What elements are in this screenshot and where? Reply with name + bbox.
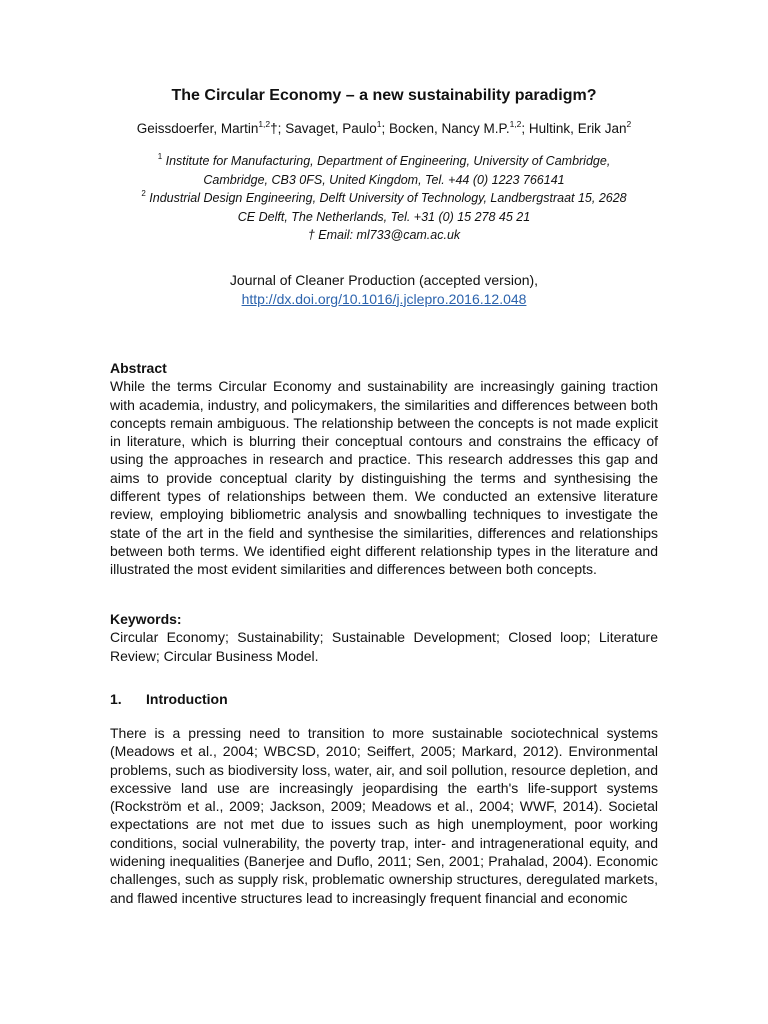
abstract-text: While the terms Circular Economy and sustainability are increasingly gaining traction with academia, industry, and policymakers, the similarities and differences between both concepts remain ambiguous. The relationship between the concepts is not made explicit in literature, which is blurring their conceptual contours and constrains the efficacy of using the approaches in research and practice. This research addresses this gap and aims to provide conceptual clarity by distinguishing the terms and synthesising the different types of relationships between them. We conducted an extensive literature review, employing bibliometric analysis and snowballing techniques to investigate the state of the art in the field and synthesise the similarities, differences and relationships between both terms. We identified eight different relationship types in the literature and illustrated the most evident similarities and differences between both concepts. [110, 378, 658, 578]
affiliation-number: 1 [157, 152, 163, 161]
author-separator: ; [521, 121, 529, 136]
section-number: 1. [110, 691, 122, 707]
journal-line: Journal of Cleaner Production (accepted version), [229, 272, 539, 288]
affiliation-text: CE Delft, The Netherlands, Tel. +31 (0) 15 278 45 21 [237, 209, 531, 224]
author-list [0, 120, 768, 138]
author-affiliation-sup: 1,2 [509, 119, 522, 129]
keywords-heading: Keywords: [110, 611, 182, 627]
author-affiliation-sup: 1,2 [258, 119, 271, 129]
affiliation-number: 2 [141, 189, 146, 198]
journal-info [0, 271, 768, 308]
author-name: Hultink, Erik Jan [528, 121, 627, 136]
doi-link[interactable]: http://dx.doi.org/10.1016/j.jclepro.2016.12.048 [241, 290, 527, 307]
keywords-text: Circular Economy; Sustainability; Sustainable Development; Closed loop; Literature Review; Circular Business Model. [110, 629, 658, 664]
author-name: Geissdoerfer, Martin [136, 121, 259, 136]
corresponding-author-mark: † [270, 121, 278, 136]
abstract-section [110, 359, 658, 579]
keywords-section [110, 610, 658, 665]
paper-title: The Circular Economy – a new sustainability paradigm? [171, 87, 597, 104]
author-affiliation-sup: 1 [376, 119, 382, 129]
abstract-heading: Abstract [110, 360, 167, 376]
author-name: Bocken, Nancy M.P. [389, 121, 510, 136]
affiliation-text: Cambridge, CB3 0FS, United Kingdom, Tel. +44 (0) 1223 766141 [203, 172, 565, 187]
affiliation-1 [100, 152, 668, 189]
author-name: Savaget, Paulo [285, 121, 377, 136]
author-separator: ; [381, 121, 390, 136]
affiliation-2 [100, 189, 668, 226]
introduction-heading [110, 690, 658, 708]
author-separator: ; [277, 121, 286, 136]
affiliation-text: Institute for Manufacturing, Department of Engineering, University of Cambridge, [162, 154, 611, 168]
introduction-text: There is a pressing need to transition to more sustainable sociotechnical systems (Meadows et al., 2004; WBCSD, 2010; Seiffert, 2005; Markard, 2012). Environmental problems, such as biodiversity loss, water, air, and soil pollution, resource depletion, and excessive land use are increasingly jeopardising the earth's life-support systems (Rockström et al., 2009; Jackson, 2009; Meadows et al., 2004; WWF, 2014). Societal expectations are not met due to issues such as high unemployment, poor working conditions, social vulnerability, the poverty trap, inter- and intragenerational equity, and widening inequalities (Banerjee and Duflo, 2011; Sen, 2001; Prahalad, 2004). Economic challenges, such as supply risk, problematic ownership structures, deregulated markets, and flawed incentive structures lead to increasingly frequent financial and economic [110, 725, 658, 906]
affiliation-text: Industrial Design Engineering, Delft University of Technology, Landbergstraat 15, 2628 [145, 191, 627, 205]
author-affiliation-sup: 2 [626, 119, 632, 129]
affiliations [100, 152, 668, 245]
section-title: Introduction [146, 691, 228, 707]
corresponding-email: † Email: ml733@cam.ac.uk [307, 228, 461, 242]
